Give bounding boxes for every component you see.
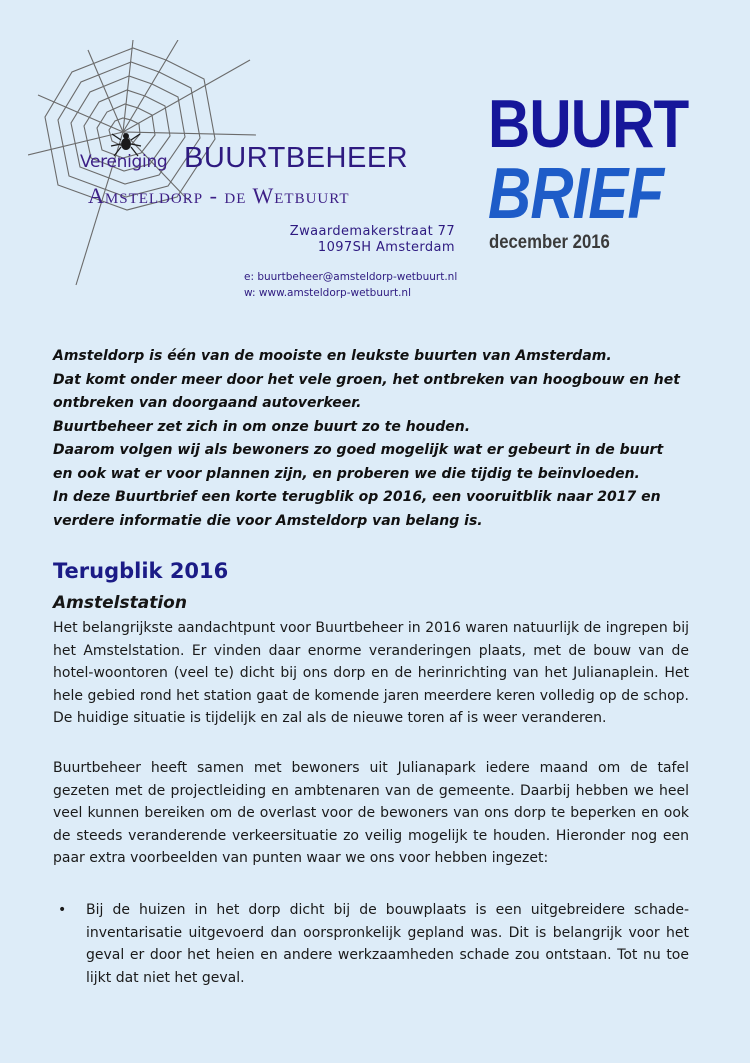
bullet-marker: • bbox=[58, 902, 67, 918]
intro-line: verdere informatie die voor Amsteldorp van belang is. bbox=[53, 512, 483, 529]
section-title: Terugblik 2016 bbox=[53, 559, 229, 583]
section-subheading: Amstelstation bbox=[53, 593, 187, 613]
issue-date: december 2016 bbox=[489, 232, 610, 253]
intro-line: In deze Buurtbrief een korte terugblik op 2016, een vooruitblik naar 2017 en bbox=[53, 489, 661, 505]
org-prefix: Vereniging bbox=[80, 152, 168, 172]
bullet-text: Bij de huizen in het dorp dicht bij de bouwplaats is een uitgebreidere schade-inventarisatie uitgevoerd dan oorspronkelijk gepland was. Dit is belangrijk voor het geval er door het heien en andere werkzaamheden schade zou ontstaan. Tot nu toe lijkt dat niet het geval. bbox=[86, 902, 689, 986]
intro-line: Daarom volgen wij als bewoners zo goed mogelijk wat er gebeurt in de buurt bbox=[53, 442, 664, 458]
website-link[interactable]: w: www.amsteldorp-wetbuurt.nl bbox=[244, 287, 411, 299]
address-line-1: Zwaardemakerstraat 77 bbox=[289, 224, 455, 239]
masthead-title-bottom: BRIEF bbox=[488, 154, 664, 234]
masthead-title-top: BUURT bbox=[488, 86, 689, 162]
intro-text bbox=[53, 345, 713, 533]
email-link[interactable]: e: buurtbeheer@amsteldorp-wetbuurt.nl bbox=[244, 271, 458, 283]
org-area: Amsteldorp - de Wetbuurt bbox=[88, 183, 350, 208]
org-name: BUURTBEHEER bbox=[184, 142, 409, 174]
list-item bbox=[53, 899, 689, 989]
intro-line: Amsteldorp is één van de mooiste en leukste buurten van Amsterdam. bbox=[53, 348, 612, 364]
intro-line: Buurtbeheer zet zich in om onze buurt zo te houden. bbox=[53, 418, 471, 435]
intro-line: ontbreken van doorgaand autoverkeer. bbox=[53, 395, 362, 411]
paragraph-2: Buurtbeheer heeft samen met bewoners uit Julianapark iedere maand om de tafel gezeten met de projectleiding en ambtenaren van de gemeente. Daarbij hebben we heel veel kunnen bereiken om de overlast voor de bewoners van ons dorp te beperken en ook de steeds veranderende verkeersituatie zo veilig mogelijk te houden. Hieronder nog een paar extra voorbeelden van punten waar we ons voor hebben ingezet: bbox=[53, 760, 689, 866]
paragraph-1: Het belangrijkste aandachtpunt voor Buurtbeheer in 2016 waren natuurlijk de ingrepen bij het Amstelstation. Er vinden daar enorme veranderingen plaats, met de bouw van de hotel-woontoren (veel te) dicht bij ons dorp en de herinrichting van het Julianaplein. Het hele gebied rond het station gaat de komende jaren meerdere keren volledig op de schop. De huidige situatie is tijdelijk en zal als de nieuwe toren af is weer veranderen. bbox=[53, 620, 689, 726]
intro-line: en ook wat er voor plannen zijn, en proberen we die tijdig te beïnvloeden. bbox=[53, 465, 640, 482]
intro-line: Dat komt onder meer door het vele groen, het ontbreken van hoogbouw en het bbox=[53, 371, 680, 388]
address-line-2: 1097SH Amsterdam bbox=[317, 240, 455, 255]
bullet-list bbox=[53, 899, 689, 989]
